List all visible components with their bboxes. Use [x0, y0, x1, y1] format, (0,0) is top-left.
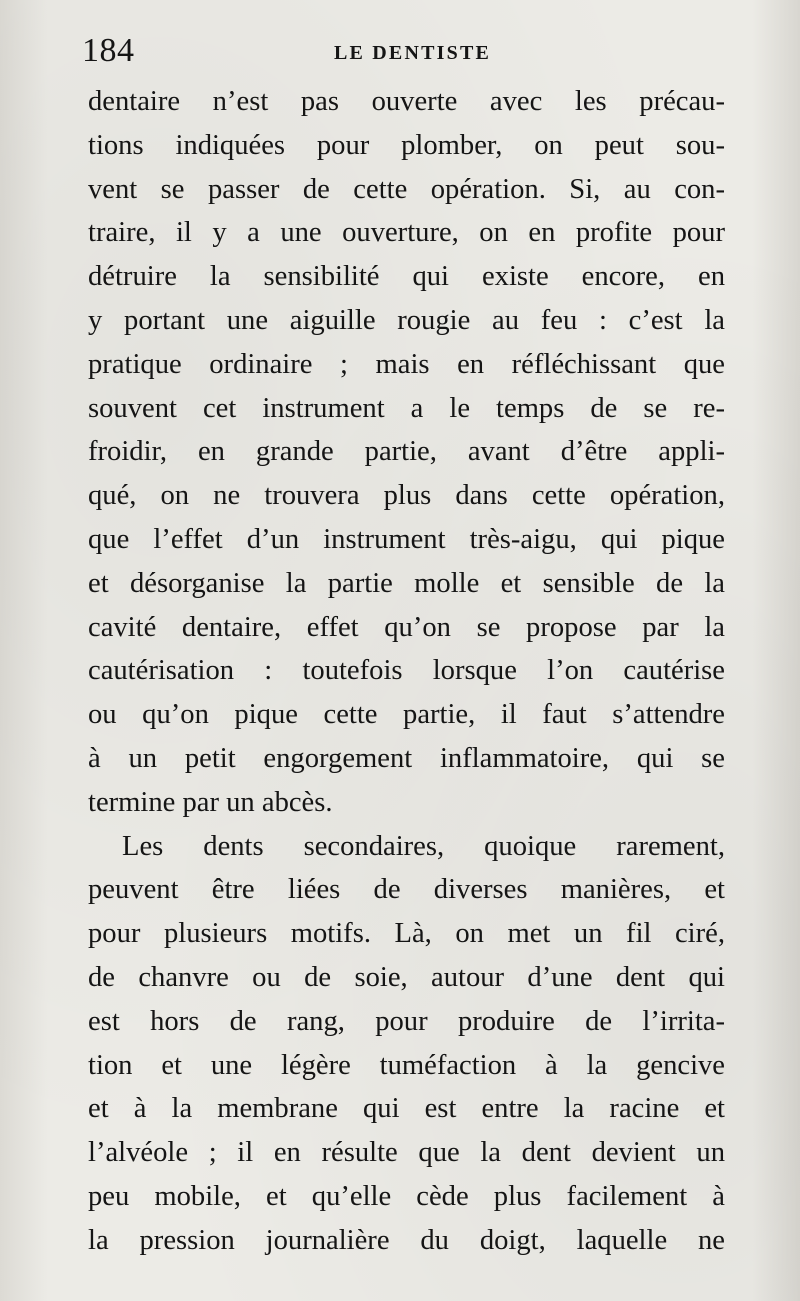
- text-line: qué, on ne trouvera plus dans cette opération,: [88, 480, 725, 512]
- text-line: détruire la sensibilité qui existe encore, en: [88, 261, 725, 293]
- paragraph-start-line: Les dents secondaires, quoique rarement,: [122, 830, 725, 862]
- text-line: tions indiquées pour plomber, on peut sou-: [88, 129, 725, 161]
- text-line: est hors de rang, pour produire de l’irrita-: [88, 1005, 725, 1037]
- text-line: ou qu’on pique cette partie, il faut s’attendre: [88, 699, 725, 731]
- text-line: traire, il y a une ouverture, on en profite pour: [88, 217, 725, 249]
- running-head: LE DENTISTE: [334, 42, 492, 64]
- text-line: peuvent être liées de diverses manières, et: [88, 874, 725, 906]
- text-line: l’alvéole ; il en résulte que la dent devient un: [88, 1137, 725, 1169]
- page-header: [82, 30, 722, 72]
- page-number: 184: [82, 32, 135, 69]
- body-text: [88, 80, 725, 1263]
- text-line: cavité dentaire, effet qu’on se propose par la: [88, 611, 725, 643]
- text-line: de chanvre ou de soie, autour d’une dent qui: [88, 961, 725, 993]
- text-line: froidir, en grande partie, avant d’être appli-: [88, 436, 725, 468]
- text-line: que l’effet d’un instrument très-aigu, qui pique: [88, 523, 725, 555]
- text-line: vent se passer de cette opération. Si, au con-: [88, 173, 725, 205]
- text-line: et à la membrane qui est entre la racine et: [88, 1093, 725, 1125]
- text-line: à un petit engorgement inflammatoire, qui se: [88, 742, 725, 774]
- text-line: souvent cet instrument a le temps de se re-: [88, 392, 725, 424]
- text-line: peu mobile, et qu’elle cède plus facilement à: [88, 1180, 725, 1212]
- text-line: pour plusieurs motifs. Là, on met un fil ciré,: [88, 918, 725, 950]
- text-line: y portant une aiguille rougie au feu : c’est la: [88, 304, 725, 336]
- text-line: pratique ordinaire ; mais en réfléchissant que: [88, 348, 725, 380]
- text-line: dentaire n’est pas ouverte avec les précau-: [88, 86, 725, 117]
- text-line: tion et une légère tuméfaction à la gencive: [88, 1049, 725, 1081]
- text-line: et désorganise la partie molle et sensible de la: [88, 567, 725, 599]
- paragraph-end-line: termine par un abcès.: [88, 786, 333, 818]
- text-line: la pression journalière du doigt, laquelle ne: [88, 1224, 725, 1256]
- text-line: cautérisation : toutefois lorsque l’on cautérise: [88, 655, 725, 687]
